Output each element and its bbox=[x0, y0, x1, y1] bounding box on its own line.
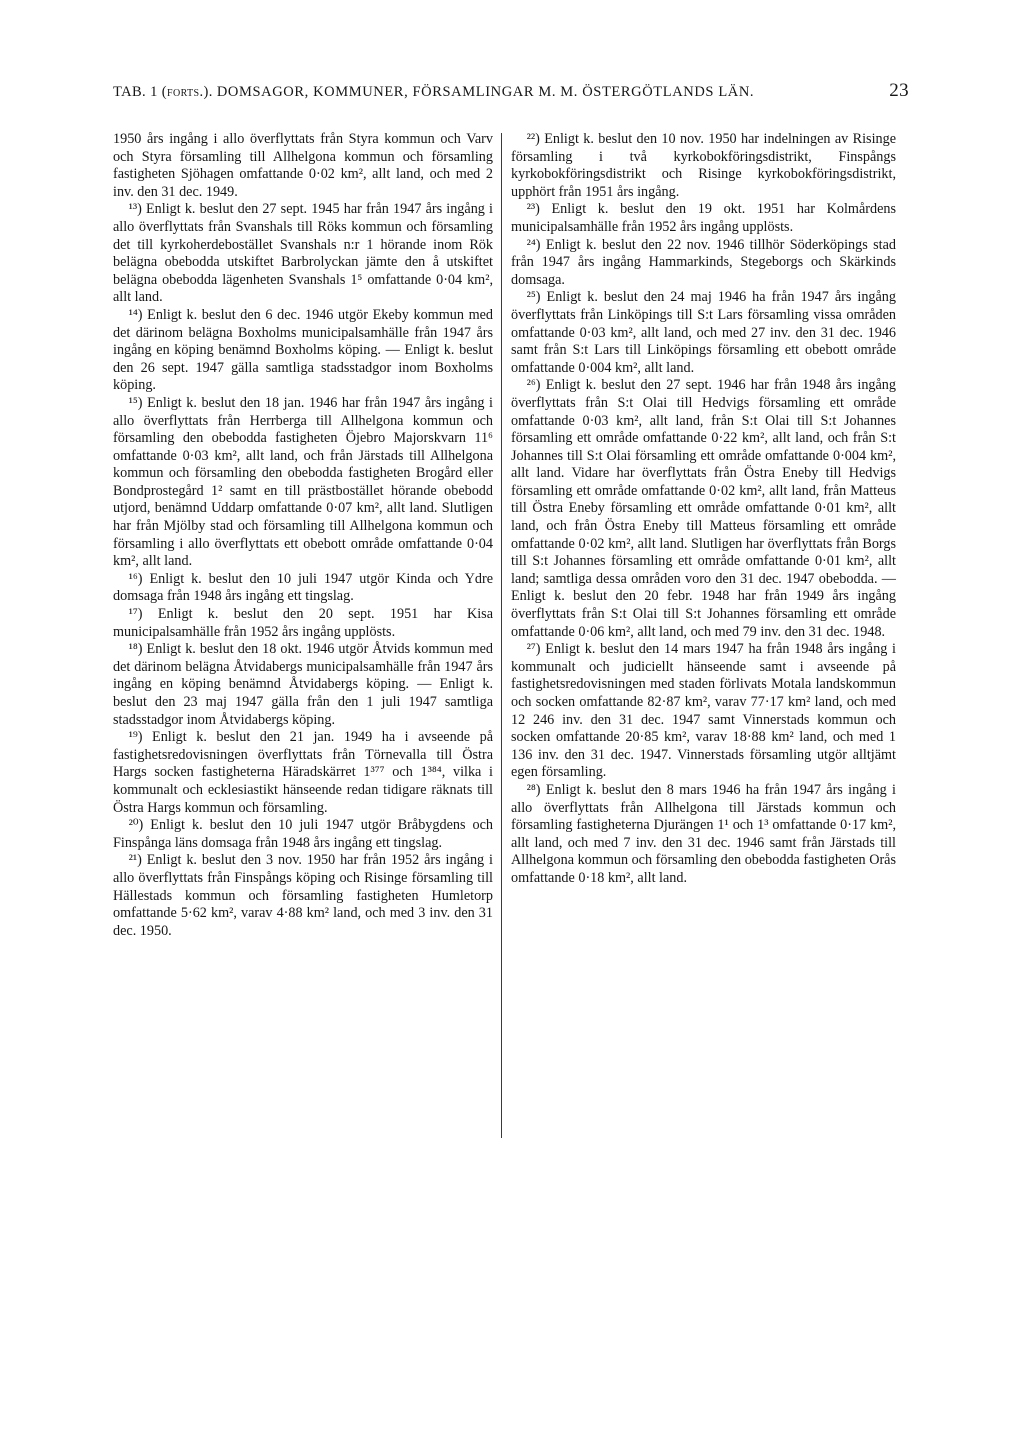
footnote-16: ¹⁶) Enligt k. beslut den 10 juli 1947 utgör Kinda och Ydre domsaga från 1948 års ingång ett tingslag. bbox=[113, 570, 493, 605]
footnote-21: ²¹) Enligt k. beslut den 3 nov. 1950 har från 1952 års ingång i allo överflyttats från Finspångs köping och Risinge församling till Hällestads kommun och församling fastigheten Humletorp omfattande 5·62 km², varav 4·88 km² land, och med 3 inv. den 31 dec. 1950. bbox=[113, 852, 493, 939]
footnote-15: ¹⁵) Enligt k. beslut den 18 jan. 1946 har från 1947 års ingång i allo överflyttats från Herrberga till Allhelgona kommun och församling den obebodda fastigheten Öjebro Majorskvarn 11⁶ omfattande 0·03 km², allt land, och från Järstads till Allhelgona kommun och församling den obebodda fastigheten Brogård eller Bondprostegård 1² samt en till prästbostället hörande obebodd utjord, benämnd Uddarp omfattande 0·07 km², allt land. Slutligen har från Mjölby stad och församling till Allhelgona kommun och församling i allo överflyttats ett obebott område omfattande 0·04 km², allt land. bbox=[113, 394, 493, 570]
footnote-14: ¹⁴) Enligt k. beslut den 6 dec. 1946 utgör Ekeby kommun med det därinom belägna Boxholms municipalsamhälle från 1947 års ingång en köping benämnd Boxholms köping. — Enligt k. beslut den 26 sept. 1947 gälla samtliga stadsstadgor inom Boxholms köping. bbox=[113, 306, 493, 394]
left-column bbox=[113, 131, 493, 940]
header-title: DOMSAGOR, KOMMUNER, FÖRSAMLINGAR M. M. ÖSTERGÖTLANDS LÄN. bbox=[216, 84, 755, 100]
column-divider bbox=[501, 133, 502, 1138]
running-header bbox=[113, 80, 909, 110]
footnote-17: ¹⁷) Enligt k. beslut den 20 sept. 1951 har Kisa municipalsamhälle från 1952 års ingång upplösts. bbox=[113, 606, 493, 640]
body-columns bbox=[113, 131, 909, 1151]
right-column bbox=[511, 131, 896, 888]
footnote-26: ²⁶) Enligt k. beslut den 27 sept. 1946 har från 1948 års ingång överflyttats från S:t Olai till Hedvigs församling ett område omfattande 0·03 km², allt land, från S:t Olai till S:t Johannes församling ett område omfattande 0·22 km², allt land, och från S:t Johannes till S:t Olai församling ett område omfattande 0·004 km², allt land. Vidare har överflyttats från Östra Eneby till Hedvigs församling ett område omfattande 0·02 km², allt land, från Matteus till Östra Eneby församling ett område omfattande 0·01 km², allt land, och från Östra Eneby till Matteus församling ett område omfattande 0·02 km², allt land. Slutligen har överflyttats från Borgs till S:t Johannes församling ett område omfattande 0·01 km², allt land; samtliga dessa områden voro den 31 dec. 1947 obebodda. — Enligt k. beslut den 20 febr. 1948 har från 1949 års ingång överflyttats från S:t Olai till S:t Johannes församling ett område omfattande 0·06 km², allt land, och med 79 inv. den 31 dec. 1948. bbox=[511, 377, 896, 640]
footnote-23: ²³) Enligt k. beslut den 19 okt. 1951 har Kolmårdens municipalsamhälle från 1952 års ingång upplösts. bbox=[511, 201, 896, 235]
footnote-22: ²²) Enligt k. beslut den 10 nov. 1950 har indelningen av Risinge församling i två kyrkobokföringsdistrikt, Finspångs kyrkobokföringsdistrikt och Risinge kyrkobokföringsdistrikt, upphört från 1951 års ingång. bbox=[511, 131, 896, 200]
paragraph-continuation: 1950 års ingång i allo överflyttats från Styra kommun och Varv och Styra församling till Allhelgona kommun och församling fastigheten Sjöhagen omfattande 0·02 km², allt land, och med 2 inv. den 31 dec. 1949. bbox=[113, 131, 493, 200]
footnote-27: ²⁷) Enligt k. beslut den 14 mars 1947 ha från 1948 års ingång i kommunalt och judiciellt hänseende samt i avseende på fastighetsredovisningen med staden förlivats Motala landskommun och socken omfattande 82·87 km², varav 77·17 km² land, och med 12 246 inv. den 31 dec. 1947 samt Vinnerstads kommun och socken omfattande 20·85 km², varav 18·88 km² land, och med 1 136 inv. den 31 dec. 1947. Vinnerstads församling utgör alltjämt egen församling. bbox=[511, 641, 896, 781]
footnote-13: ¹³) Enligt k. beslut den 27 sept. 1945 har från 1947 års ingång i allo överflyttats från Svanshals till Röks kommun och församling det till kyrkoherdebostället Svanshals n:r 1 hörande inom Rök belägna obebodda utskiftet Barbrolyckan jämte den å utskiftet belägna obebodda lägenheten Svanshals 1⁵ omfattande 0·04 km², allt land. bbox=[113, 201, 493, 306]
footnote-25: ²⁵) Enligt k. beslut den 24 maj 1946 ha från 1947 års ingång överflyttats från Linköpings till S:t Lars församling vissa områden omfattande 0·03 km², allt land, och med 27 inv. den 31 dec. 1946 samt från S:t Lars till Linköpings församling ett obebott område omfattande 0·004 km², allt land. bbox=[511, 289, 896, 376]
footnote-24: ²⁴) Enligt k. beslut den 22 nov. 1946 tillhör Söderköpings stad från 1947 års ingång Hammarkinds, Stegeborgs och Skärkinds domsaga. bbox=[511, 236, 896, 288]
footnote-19: ¹⁹) Enligt k. beslut den 21 jan. 1949 ha i avseende på fastighetsredovisningen överflyttats från Törnevalla till Östra Hargs socken fastigheterna Häradskärret 1³⁷⁷ och 1³⁸⁴, vilka i kommunalt och ecklesiastikt hänseende redan tidigare räknats till Östra Hargs kommun och församling. bbox=[113, 729, 493, 816]
table-reference: TAB. 1 (forts.). bbox=[113, 84, 213, 100]
footnote-18: ¹⁸) Enligt k. beslut den 18 okt. 1946 utgör Åtvids kommun med det därinom belägna Åtvidabergs municipalsamhälle från 1947 års ingång en köping benämnd Åtvidabergs köping. — Enligt k. beslut den 23 maj 1947 gälla från den 1 juli 1947 samtliga stadsstadgor inom Åtvidabergs köping. bbox=[113, 641, 493, 728]
footnote-20: ²⁰) Enligt k. beslut den 10 juli 1947 utgör Bråbygdens och Finspånga läns domsaga från 1948 års ingång ett tingslag. bbox=[113, 817, 493, 851]
page-number: 23 bbox=[889, 80, 909, 101]
footnote-28: ²⁸) Enligt k. beslut den 8 mars 1946 ha från 1947 års ingång i allo överflyttats från Allhelgona till Järstads kommun och församling fastigheterna Djurängen 1¹ och 1³ omfattande 0·17 km², allt land, och med 7 inv. den 31 dec. 1946 samt från Järstads till Allhelgona kommun och församling den obebodda fastigheten Orås omfattande 0·18 km², allt land. bbox=[511, 781, 896, 886]
